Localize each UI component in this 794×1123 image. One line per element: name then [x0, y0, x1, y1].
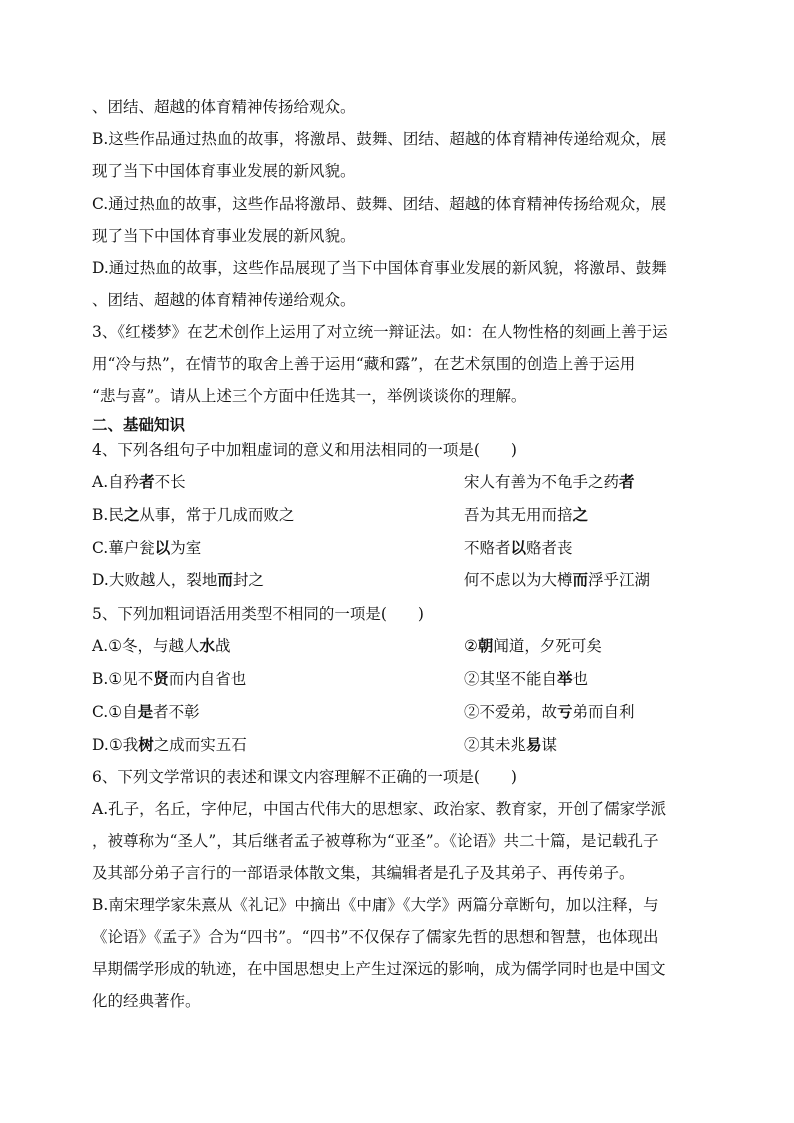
q6-option-a-line1: A.孔子，名丘，字仲尼，中国古代伟大的思想家、政治家、教育家，开创了儒家学派 [92, 800, 667, 818]
bold-word: 举 [557, 669, 573, 688]
option-right-column [464, 504, 588, 526]
option-left-text: ①冬，与越人 [108, 637, 200, 655]
option-right-text: 谋 [541, 736, 558, 754]
option-right-text: ②不爱弟，故 [464, 703, 558, 721]
bold-word: 以 [154, 538, 171, 557]
q6-option-b-line1: B.南宋理学家朱熹从《礼记》中摘出《中庸》《大学》两篇分章断句，加以注释，与 [92, 896, 659, 914]
bold-word: 贤 [153, 669, 169, 688]
option-left-text: 之成而实五石 [153, 736, 247, 754]
bold-word: 而 [217, 570, 233, 589]
section-heading: 二、基础知识 [92, 415, 186, 434]
option-left-text: ①我 [108, 736, 139, 754]
option-right-column [464, 701, 635, 723]
option-right-text: 也 [572, 670, 589, 688]
bold-word: 之 [123, 505, 140, 524]
option-left-text: 封之 [232, 571, 264, 589]
option-left-text: 大败越人，裂地 [108, 571, 218, 589]
q2-option-b-line2: 现了当下中国体育事业发展的新风貌。 [92, 162, 356, 180]
bold-word: 以 [510, 538, 527, 557]
option-right-column [464, 569, 650, 591]
q5-option-d [92, 734, 707, 756]
option-left-text: 自矜 [108, 473, 140, 491]
bold-word: 易 [526, 735, 542, 754]
q2-option-c-line1: C.通过热血的故事，这些作品将激昂、鼓舞、团结、超越的体育精神传扬给观众，展 [92, 195, 667, 213]
option-right-text: 吾为其无用而掊 [464, 506, 573, 524]
option-label: A. [92, 473, 109, 491]
option-right-text: ②其坚不能自 [464, 670, 558, 688]
q4-option-d [92, 569, 707, 591]
bold-word: 是 [137, 702, 154, 721]
option-left-text: 战 [215, 637, 231, 655]
option-label: B. [92, 670, 109, 688]
q4-option-a [92, 471, 707, 493]
bold-word: 树 [138, 735, 154, 754]
option-right-column [464, 668, 588, 690]
q4-option-b [92, 504, 707, 526]
option-left-text: 为室 [170, 539, 202, 557]
option-right-text: 闻道，夕死可矣 [493, 637, 602, 655]
option-right-text: 何不虑以为大樽 [464, 571, 573, 589]
q2-option-d-line2: 、团结、超越的体育精神传递给观众。 [92, 291, 356, 309]
q5-option-b [92, 668, 707, 690]
q4-stem: 4、下列各组句子中加粗虚词的意义和用法相同的一项是( ) [92, 441, 517, 459]
option-label: C. [92, 539, 109, 557]
q2-option-c-line2: 现了当下中国体育事业发展的新风貌。 [92, 227, 356, 245]
q2-option-d-line1: D.通过热血的故事，这些作品展现了当下中国体育事业发展的新风貌，将激昂、鼓舞 [92, 259, 667, 277]
bold-word: 者 [619, 472, 635, 491]
q5-option-c [92, 701, 707, 723]
option-right-column [464, 537, 573, 559]
q6-stem: 6、下列文学常识的表述和课文内容理解不正确的一项是( ) [92, 768, 517, 786]
option-label: D. [92, 736, 109, 754]
option-label: D. [92, 571, 109, 589]
option-right-text: 浮乎江湖 [588, 571, 651, 589]
q2-option-b-line1: B.这些作品通过热血的故事，将激昂、鼓舞、团结、超越的体育精神传递给观众，展 [92, 130, 667, 148]
option-right-text: 不赂者 [464, 539, 511, 557]
option-label: C. [92, 703, 109, 721]
q3-line3: “悲与喜”。请从上述三个方面中任选其一，举例谈谈你的理解。 [92, 387, 527, 405]
q5-option-a [92, 635, 707, 657]
option-label: A. [92, 637, 109, 655]
q6-option-a-line2: ，被尊称为“圣人”，其后继者孟子被尊称为“亚圣”。《论语》共二十篇，是记载孔子 [92, 832, 659, 850]
q6-option-a-line3: 及其部分弟子言行的一部语录体散文集，其编辑者是孔子及其弟子、再传弟子。 [92, 864, 635, 882]
option-right-text: 宋人有善为不龟手之药 [464, 473, 620, 491]
option-right-column [464, 635, 602, 657]
option-label: B. [92, 506, 109, 524]
option-left-text: ①自 [108, 703, 138, 721]
bold-word: 而 [572, 570, 589, 589]
bold-word: 之 [572, 505, 589, 524]
option-right-column [464, 471, 635, 493]
q5-stem: 5、下列加粗词语活用类型不相同的一项是( ) [92, 605, 424, 623]
option-right-column [464, 734, 557, 756]
q3-line1: 3、《红楼梦》在艺术创作上运用了对立统一辩证法。如：在人物性格的刻画上善于运 [92, 323, 668, 341]
option-left-text: ①见不 [108, 670, 154, 688]
bold-word: 朝 [477, 636, 494, 655]
option-right-text: ②其未兆 [464, 736, 527, 754]
q2-option-a-continuation: 、团结、超越的体育精神传扬给观众。 [92, 98, 356, 116]
option-left-text: 民 [108, 506, 124, 524]
q6-option-b-line3: 早期儒学形成的轨迹，在中国思想史上产生过深远的影响，成为儒学同时也是中国文 [92, 960, 666, 978]
option-left-text: 而内自省也 [168, 670, 247, 688]
option-right-text: ② [464, 637, 478, 655]
option-right-text: 赂者丧 [526, 539, 573, 557]
q6-option-b-line4: 化的经典著作。 [92, 992, 201, 1010]
q4-option-c [92, 537, 707, 559]
bold-word: 者 [139, 472, 155, 491]
bold-word: 亏 [557, 702, 573, 721]
q3-line2: 用“冷与热”，在情节的取舍上善于运用“藏和露”，在艺术氛围的创造上善于运用 [92, 355, 636, 373]
option-left-text: 不长 [154, 473, 186, 491]
option-right-text: 弟而自利 [572, 703, 635, 721]
option-left-text: 从事，常于几成而败之 [139, 506, 295, 524]
bold-word: 水 [199, 636, 216, 655]
option-left-text: 蓽户瓮 [108, 539, 155, 557]
option-left-text: 者不彰 [153, 703, 200, 721]
q6-option-b-line2: 《论语》《孟子》合为“四书”。“四书”不仅保存了儒家先哲的思想和智慧，也体现出 [92, 928, 659, 946]
